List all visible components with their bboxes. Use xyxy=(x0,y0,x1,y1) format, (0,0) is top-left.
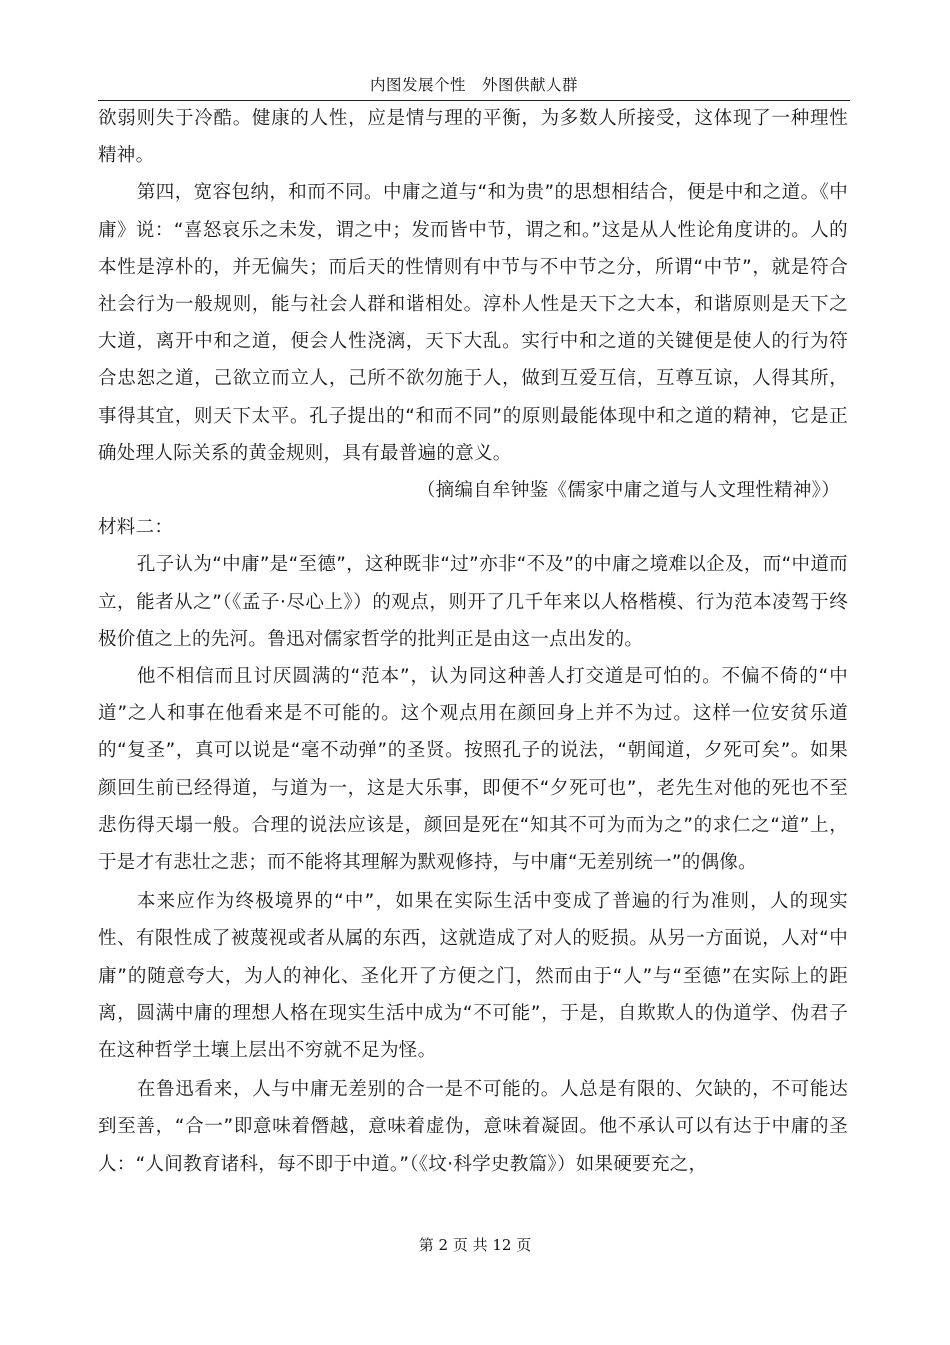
body-text xyxy=(98,100,848,1183)
paragraph-fanben: 他不相信而且讨厌圆满的“范本”，认为同这种善人打交道是可怕的。不偏不倚的“中道”之人和事在他看来是不可能的。这个观点用在颜回身上并不为过。这样一位安贫乐道的“复圣”，真可以说是“毫不动弹”的圣贤。按照孔子的说法，“朝闻道，夕死可矣”。如果颜回生前已经得道，与道为一，这是大乐事，即便不“夕死可也”，老先生对他的死也不至悲伤得天塌一般。合理的说法应该是，颜回是死在“知其不可为而为之”的求仁之“道”上，于是才有悲壮之悲；而不能将其理解为默观修持，与中庸“无差别统一”的偶像。 xyxy=(98,666,848,874)
paragraph-fourth-point: 第四，宽容包纳，和而不同。中庸之道与“和为贵”的思想相结合，便是中和之道。《中庸》说：“喜怒哀乐之未发，谓之中；发而皆中节，谓之和。”这是从人性论角度讲的。人的本性是淳朴的，并无偏失；而后天的性情则有中节与不中节之分，所谓“中节”，就是符合社会行为一般规则，能与社会人群和谐相处。淳朴人性是天下之大本，和谐原则是天下之大道，离开中和之道，便会人性浇漓，天下大乱。实行中和之道的关键便是使人的行为符合忠恕之道，己欲立而立人，己所不欲勿施于人，做到互爱互信，互尊互谅，人得其所，事得其宜，则天下太平。孔子提出的“和而不同”的原则最能体现中和之道的精神，它是正确处理人际关系的黄金规则，具有最普遍的意义。 xyxy=(98,182,848,464)
source-citation: （摘编自牟钟鉴《儒家中庸之道与人文理性精神》） xyxy=(416,480,840,502)
page-header: 内图发展个性 外图供献人群 xyxy=(98,72,850,101)
material-two-label: 材料二： xyxy=(98,517,174,539)
paragraph-confucius: 孔子认为“中庸”是“至德”，这种既非“过”亦非“不及”的中庸之境难以企及，而“中道而立，能者从之”（《孟子·尽心上》）的观点，则开了几千年来以人格楷模、行为范本凌驾于终极价值之上的先河。鲁迅对儒家哲学的批判正是由这一点出发的。 xyxy=(98,554,848,650)
paragraph-luxun: 在鲁迅看来，人与中庸无差别的合一是不可能的。人总是有限的、欠缺的，不可能达到至善，“合一”即意味着僭越，意味着虚伪，意味着凝固。他不承认可以有达于中庸的圣人：“人间教育诸科，每不即于中道。”（《坟·科学史教篇》）如果硬要充之， xyxy=(98,1079,848,1175)
page-footer: 第 2 页 共 12 页 xyxy=(418,1236,532,1254)
paragraph-zhong: 本来应作为终极境界的“中”，如果在实际生活中变成了普遍的行为准则，人的现实性、有限性成了被蔑视或者从属的东西，这就造成了对人的贬损。从另一方面说，人对“中庸”的随意夸大，为人的神化、圣化开了方便之门，然而由于“人”与“至德”在实际上的距离，圆满中庸的理想人格在现实生活中成为“不可能”，于是，自欺欺人的伪道学、伪君子在这种哲学土壤上层出不穷就不足为怪。 xyxy=(98,891,848,1062)
paragraph-continuation: 欲弱则失于冷酷。健康的人性，应是情与理的平衡，为多数人所接受，这体现了一种理性精神。 xyxy=(98,108,848,167)
